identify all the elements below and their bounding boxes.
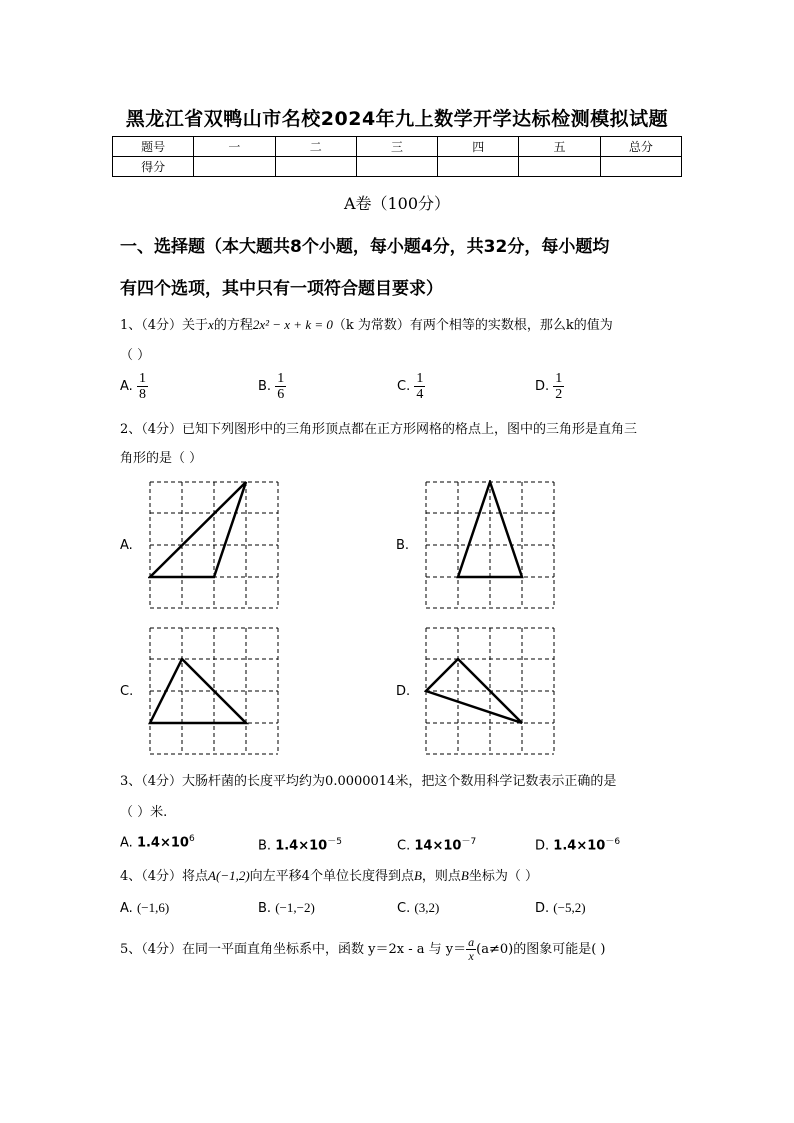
score-cell: 二: [275, 137, 356, 157]
question-1-option-d[interactable]: D. $\frac{1}{2}$: [535, 371, 563, 402]
question-2-stem-line1: 2、（4分）已知下列图形中的三角形顶点都在正方形网格的格点上，图中的三角形是直角三: [120, 422, 638, 437]
question-2-figure-b[interactable]: [424, 480, 556, 610]
score-entry-cell[interactable]: [600, 157, 681, 177]
score-table-score-row: [113, 157, 682, 177]
point-a: A(−1,2): [208, 868, 250, 883]
question-2-figure-d[interactable]: [424, 626, 556, 756]
score-entry-cell[interactable]: [194, 157, 275, 177]
question-4-option-d[interactable]: D. (−5,2): [535, 900, 586, 916]
question-3-stem-line2: （ ）米.: [120, 805, 168, 820]
question-2-option-b-label[interactable]: B.: [396, 538, 410, 553]
question-2-option-c-label[interactable]: C.: [120, 684, 134, 699]
question-5-stem: 5、（4分）在同一平面直角坐标系中，函数 y＝2x - a 与 y＝ $\frac{a}{x}$ (a≠0)的图象可能是( ): [120, 935, 606, 963]
score-cell: 五: [519, 137, 600, 157]
score-entry-cell[interactable]: [438, 157, 519, 177]
question-2-option-a-label[interactable]: A.: [120, 538, 133, 553]
question-4-option-a[interactable]: A. (−1,6): [120, 900, 170, 916]
question-1-option-a[interactable]: A. $\frac{1}{8}$: [120, 371, 146, 402]
score-entry-cell[interactable]: [519, 157, 600, 177]
question-4-stem: 4、（4分）将点A(−1,2)向左平移4个单位长度得到点B，则点B坐标为（ ）: [120, 868, 539, 884]
question-3-option-d[interactable]: D. $1.4\times 10^{-6}$: [535, 837, 621, 854]
score-cell: 题号: [113, 137, 194, 157]
question-4-option-c[interactable]: C. (3,2): [397, 900, 440, 916]
score-label-cell: 得分: [113, 157, 194, 177]
question-1-stem: 1、（4分）关于x的方程2x² − x + k = 0（k 为常数）有两个相等的实数根，那么k的值为: [120, 317, 613, 333]
question-2-figure-a[interactable]: [148, 480, 280, 610]
score-cell: 一: [194, 137, 275, 157]
score-table-header-row: [113, 137, 682, 157]
question-3-option-a[interactable]: A. $1.4\times 10^6$: [120, 834, 195, 851]
score-entry-cell[interactable]: [275, 157, 356, 177]
question-3-option-b[interactable]: B. $1.4\times 10^{-5}$: [258, 837, 342, 854]
question-3-stem-line1: 3、（4分）大肠杆菌的长度平均约为0.0000014米，把这个数用科学记数表示正确的是: [120, 774, 617, 789]
question-1-equation: 2x² − x + k = 0: [252, 317, 333, 332]
score-cell: 四: [438, 137, 519, 157]
question-2-figure-c[interactable]: [148, 626, 280, 756]
exam-title: 黑龙江省双鸭山市名校2024年九上数学开学达标检测模拟试题: [125, 108, 669, 130]
score-cell: 三: [356, 137, 437, 157]
question-1-option-c[interactable]: C. $\frac{1}{4}$: [397, 371, 424, 402]
section-a-title: A卷（100分）: [343, 194, 451, 213]
part1-title-line1: 一、选择题（本大题共8个小题，每小题4分，共32分，每小题均: [120, 237, 610, 257]
question-5-fraction: $\frac{a}{x}$: [468, 935, 475, 963]
question-4-option-b[interactable]: B. (−1,−2): [258, 900, 315, 916]
question-2-stem-line2: 角形的是（ ）: [120, 451, 203, 466]
question-2-option-d-label[interactable]: D.: [396, 684, 411, 699]
score-entry-cell[interactable]: [356, 157, 437, 177]
question-1-option-b[interactable]: B. $\frac{1}{6}$: [258, 371, 285, 402]
score-table: [112, 136, 682, 177]
question-1-answer-paren: （ ）: [120, 348, 151, 363]
score-cell: 总分: [600, 137, 681, 157]
question-3-option-c[interactable]: C. $14\times 10^{-7}$: [397, 837, 477, 854]
part1-title-line2: 有四个选项，其中只有一项符合题目要求）: [120, 279, 443, 299]
